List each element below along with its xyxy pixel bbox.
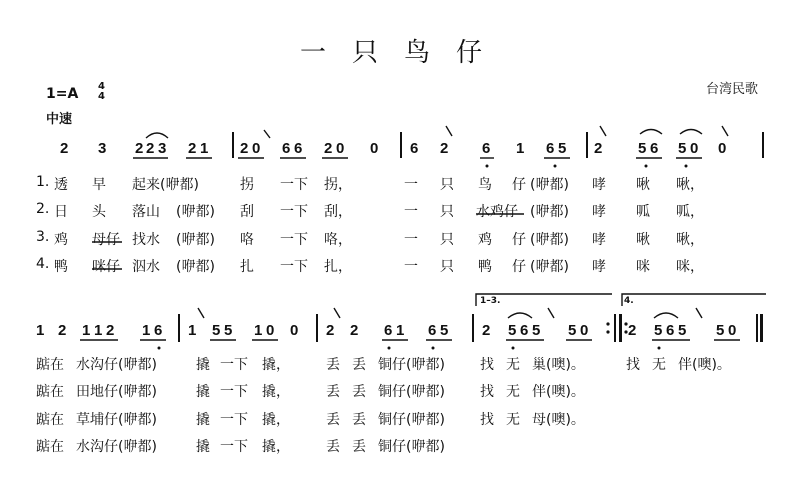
note: 1 [516, 140, 525, 157]
note: 5 [508, 322, 517, 339]
verse-number: 4. [36, 256, 50, 272]
verse-number: 1. [36, 174, 50, 190]
lyric: 鸡 [54, 232, 68, 248]
note: 2 [628, 322, 637, 339]
lyric: 丢 [352, 384, 366, 400]
lyric: 仔 [512, 259, 526, 275]
lyric: 一下 [280, 204, 308, 220]
lyric: 一下 [220, 412, 248, 428]
lyric: 撬， [262, 439, 290, 455]
note: 2 [240, 140, 249, 157]
lyric: 咪， [676, 259, 704, 275]
lyric: 铜仔(咿都) [378, 439, 445, 455]
note: 0 [266, 322, 275, 339]
lyric: 丢 [326, 357, 340, 373]
lyric: 踮在 [36, 439, 64, 455]
lyric: 撬 [196, 439, 210, 455]
note: 6 [410, 140, 419, 157]
note: 0 [370, 140, 379, 157]
lyric: 一下 [280, 259, 308, 275]
song-title: 一只鸟仔 [300, 38, 509, 68]
lyric: 鸭 [478, 259, 492, 275]
lyric: 哮 [592, 232, 606, 248]
note: 1 [254, 322, 263, 339]
note: 2 [350, 322, 359, 339]
lyric: 刮 [240, 204, 254, 220]
note: 5 [568, 322, 577, 339]
note: 2 [106, 322, 115, 339]
note: 6 [384, 322, 393, 339]
lyric: 田地仔(咿都) [76, 384, 157, 400]
lyric: 撬 [196, 357, 210, 373]
note: 1 [142, 322, 151, 339]
lyric: (咿都) [176, 232, 215, 248]
lyric: 母仔 [92, 232, 120, 248]
lyric: 咯 [240, 232, 254, 248]
lyric: 扎， [324, 259, 352, 275]
note: 2 [324, 140, 333, 157]
lyric: 一下 [220, 357, 248, 373]
note: 2 [482, 322, 491, 339]
lyric: 呱， [676, 204, 704, 220]
note: 6 [294, 140, 303, 157]
tempo-mark: 中速 [46, 112, 73, 127]
time-sig-top: 4 [98, 81, 105, 92]
lyric: 巢(噢)。 [532, 357, 585, 373]
lyric: 鸡 [478, 232, 492, 248]
note: 0 [718, 140, 727, 157]
note: 1 [200, 140, 209, 157]
lyric: 一 [404, 177, 418, 193]
lyric: 撬， [262, 384, 290, 400]
lyric: (咿都) [176, 204, 215, 220]
lyric: 哮 [592, 177, 606, 193]
lyric: 母(噢)。 [532, 412, 585, 428]
lyric: 无 [652, 357, 666, 373]
lyric: 只 [440, 232, 454, 248]
note: 2 [188, 140, 197, 157]
lyric: 找水 [132, 232, 160, 248]
lyric: 拐， [324, 177, 352, 193]
lyric: 一下 [280, 232, 308, 248]
lyric: 一下 [280, 177, 308, 193]
lyric: 只 [440, 177, 454, 193]
lyric: 头 [92, 204, 106, 220]
lyric: 找 [626, 357, 640, 373]
note: 0 [690, 140, 699, 157]
note: 5 [212, 322, 221, 339]
lyric: 伴(噢)。 [532, 384, 585, 400]
lyric: 只 [440, 204, 454, 220]
note: 0 [728, 322, 737, 339]
lyric: 只 [440, 259, 454, 275]
lyric: 咪 [636, 259, 650, 275]
lyric: 丢 [326, 439, 340, 455]
key-signature: 1=A [46, 86, 79, 102]
lyric: 鸟 [478, 177, 492, 193]
lyric: 草埔仔(咿都) [76, 412, 157, 428]
lyric: 仔 [512, 177, 526, 193]
note: 5 [716, 322, 725, 339]
lyric: 刮， [324, 204, 352, 220]
note: 3 [98, 140, 107, 157]
lyric: 日 [54, 204, 68, 220]
lyric: 啾 [636, 177, 650, 193]
note: 2 [135, 140, 144, 157]
lyric: 哮 [592, 259, 606, 275]
note: 2 [440, 140, 449, 157]
verse-number: 3. [36, 229, 50, 245]
lyric: 丢 [352, 357, 366, 373]
note: 1 [188, 322, 197, 339]
note: 2 [326, 322, 335, 339]
lyric: 啾 [636, 232, 650, 248]
note: 5 [638, 140, 647, 157]
note: 6 [154, 322, 163, 339]
volta-label-1: 1–3. [480, 296, 501, 306]
lyric: 找 [480, 384, 494, 400]
lyric: (咿都) [176, 259, 215, 275]
lyric: 撬， [262, 357, 290, 373]
lyric: 踮在 [36, 384, 64, 400]
note: 6 [520, 322, 529, 339]
lyric: 起来(咿都) [132, 177, 199, 193]
note: 6 [428, 322, 437, 339]
time-sig-bottom: 4 [98, 91, 105, 102]
lyric: 啾， [676, 177, 704, 193]
lyric: 丢 [352, 439, 366, 455]
lyric: 一 [404, 232, 418, 248]
lyric: 扎 [240, 259, 254, 275]
note: 1 [82, 322, 91, 339]
lyric: 撬 [196, 384, 210, 400]
lyric: 铜仔(咿都) [378, 412, 445, 428]
note: 2 [594, 140, 603, 157]
lyric: (咿都) [530, 204, 569, 220]
note: 5 [558, 140, 567, 157]
lyric: 哮 [592, 204, 606, 220]
lyric: 踮在 [36, 412, 64, 428]
note: 1 [396, 322, 405, 339]
lyric: 咯， [324, 232, 352, 248]
note: 0 [252, 140, 261, 157]
note: 3 [158, 140, 167, 157]
lyric: 无 [506, 384, 520, 400]
lyric: 一 [404, 204, 418, 220]
verse-number: 2. [36, 201, 50, 217]
lyric: 咪仔 [92, 259, 120, 275]
note: 5 [224, 322, 233, 339]
lyric: 一 [404, 259, 418, 275]
origin-label: 台湾民歌 [706, 82, 759, 97]
lyric: (咿都) [530, 177, 569, 193]
lyric: 拐 [240, 177, 254, 193]
lyric: 踮在 [36, 357, 64, 373]
lyric: 伴(噢)。 [678, 357, 731, 373]
lyric: 鸭 [54, 259, 68, 275]
lyric: 找 [480, 412, 494, 428]
lyric: 丢 [326, 384, 340, 400]
lyric: 无 [506, 412, 520, 428]
note: 2 [58, 322, 67, 339]
volta-label-2: 4. [624, 296, 634, 306]
lyric: 丢 [352, 412, 366, 428]
lyric: 丢 [326, 412, 340, 428]
note: 2 [60, 140, 69, 157]
lyric: 水沟仔(咿都) [76, 357, 157, 373]
lyric: 透 [54, 177, 68, 193]
note: 6 [666, 322, 675, 339]
lyric: 泅水 [132, 259, 160, 275]
lyric: 水鸡仔 [476, 204, 518, 220]
note: 5 [440, 322, 449, 339]
note: 6 [282, 140, 291, 157]
lyric: (咿都) [530, 259, 569, 275]
lyric: 无 [506, 357, 520, 373]
note: 6 [546, 140, 555, 157]
lyric: 一下 [220, 439, 248, 455]
lyric: 落山 [132, 204, 160, 220]
note: 0 [290, 322, 299, 339]
note: 6 [482, 140, 491, 157]
note: 1 [36, 322, 45, 339]
note: 1 [94, 322, 103, 339]
lyric: 仔 [512, 232, 526, 248]
note: 0 [580, 322, 589, 339]
note: 5 [654, 322, 663, 339]
lyric: (咿都) [530, 232, 569, 248]
note: 5 [678, 140, 687, 157]
note: 2 [146, 140, 155, 157]
note: 0 [336, 140, 345, 157]
lyric: 找 [480, 357, 494, 373]
note: 6 [650, 140, 659, 157]
lyric: 一下 [220, 384, 248, 400]
lyric: 水沟仔(咿都) [76, 439, 157, 455]
lyric: 啾， [676, 232, 704, 248]
lyric: 铜仔(咿都) [378, 384, 445, 400]
lyric: 早 [92, 177, 106, 193]
lyric: 呱 [636, 204, 650, 220]
note: 5 [678, 322, 687, 339]
lyric: 撬， [262, 412, 290, 428]
lyric: 铜仔(咿都) [378, 357, 445, 373]
lyric: 撬 [196, 412, 210, 428]
note: 5 [532, 322, 541, 339]
